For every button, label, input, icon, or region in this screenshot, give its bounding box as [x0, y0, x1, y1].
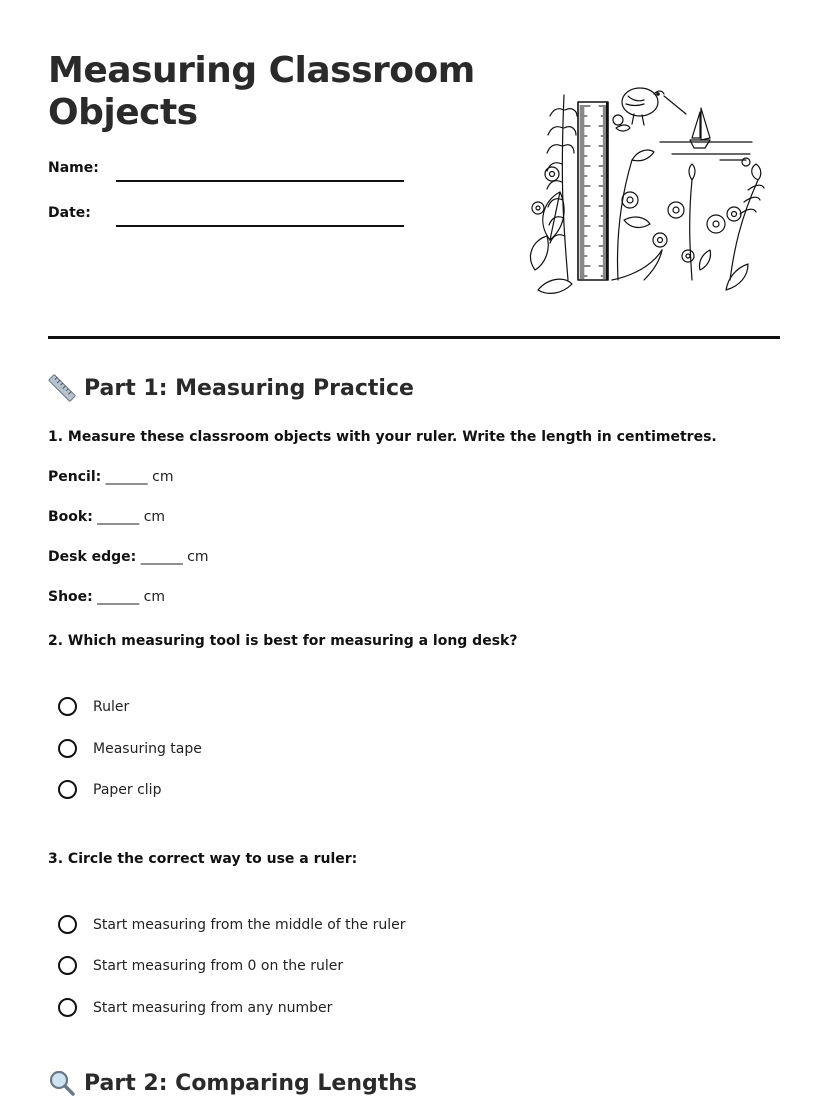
option-label: Paper clip	[93, 781, 162, 798]
answer-blank[interactable]: ______	[140, 549, 183, 565]
option-label: Start measuring from any number	[93, 999, 333, 1016]
q3-option-middle[interactable]	[58, 915, 405, 934]
part2-heading	[48, 1069, 417, 1097]
name-label: Name:	[48, 160, 99, 176]
fern-drawing	[547, 95, 577, 280]
unit-label: cm	[187, 549, 209, 565]
option-label: Ruler	[93, 698, 130, 715]
sailboat-drawing	[660, 108, 752, 160]
flowers-drawing	[612, 115, 684, 280]
measure-item-label: Book:	[48, 509, 93, 525]
option-label: Measuring tape	[93, 740, 202, 757]
answer-blank[interactable]: ______	[97, 509, 140, 525]
unit-label: cm	[143, 589, 166, 605]
radio-circle[interactable]	[58, 780, 77, 799]
answer-blank[interactable]: ______	[97, 589, 140, 605]
right-plants-drawing	[682, 158, 764, 290]
answer-blank[interactable]: ______	[105, 469, 148, 485]
q2-option-measuring-tape[interactable]	[58, 739, 202, 758]
question-1: 1. Measure these classroom objects with your ruler. Write the length in centimetres.	[48, 429, 717, 445]
measure-item-book	[48, 509, 165, 525]
section-divider	[48, 336, 780, 339]
radio-circle[interactable]	[58, 915, 77, 934]
ruler-nature-illustration	[520, 80, 780, 295]
part1-heading	[48, 374, 414, 402]
unit-label: cm	[143, 509, 166, 525]
measure-item-label: Pencil:	[48, 469, 102, 485]
kiwi-bird-drawing	[622, 88, 686, 125]
question-2: 2. Which measuring tool is best for measuring a long desk?	[48, 633, 518, 649]
measure-item-pencil	[48, 469, 173, 485]
ruler-drawing	[578, 102, 608, 280]
part2-heading-text: Part 2: Comparing Lengths	[84, 1070, 418, 1096]
q3-option-zero[interactable]	[58, 956, 343, 975]
part1-heading-text: Part 1: Measuring Practice	[84, 375, 414, 401]
q2-option-paper-clip[interactable]	[58, 780, 161, 799]
ruler-icon	[48, 374, 76, 402]
radio-circle[interactable]	[58, 739, 77, 758]
question-3: 3. Circle the correct way to use a ruler:	[48, 851, 358, 867]
radio-circle[interactable]	[58, 998, 77, 1017]
date-field[interactable]	[116, 225, 404, 227]
leaves-drawing	[531, 167, 572, 293]
radio-circle[interactable]	[58, 697, 77, 716]
q2-option-ruler[interactable]	[58, 697, 129, 716]
option-label: Start measuring from 0 on the ruler	[93, 957, 344, 974]
q3-option-any-number[interactable]	[58, 998, 332, 1017]
date-label: Date:	[48, 205, 91, 221]
measure-item-desk-edge	[48, 549, 209, 565]
measure-item-label: Desk edge:	[48, 549, 137, 565]
magnifying-glass-icon	[48, 1069, 76, 1097]
name-field[interactable]	[116, 180, 404, 182]
page-title: Measuring Classroom Objects	[48, 50, 475, 133]
measure-item-label: Shoe:	[48, 589, 93, 605]
measure-item-shoe	[48, 589, 165, 605]
option-label: Start measuring from the middle of the ruler	[93, 916, 406, 933]
unit-label: cm	[152, 469, 174, 485]
radio-circle[interactable]	[58, 956, 77, 975]
